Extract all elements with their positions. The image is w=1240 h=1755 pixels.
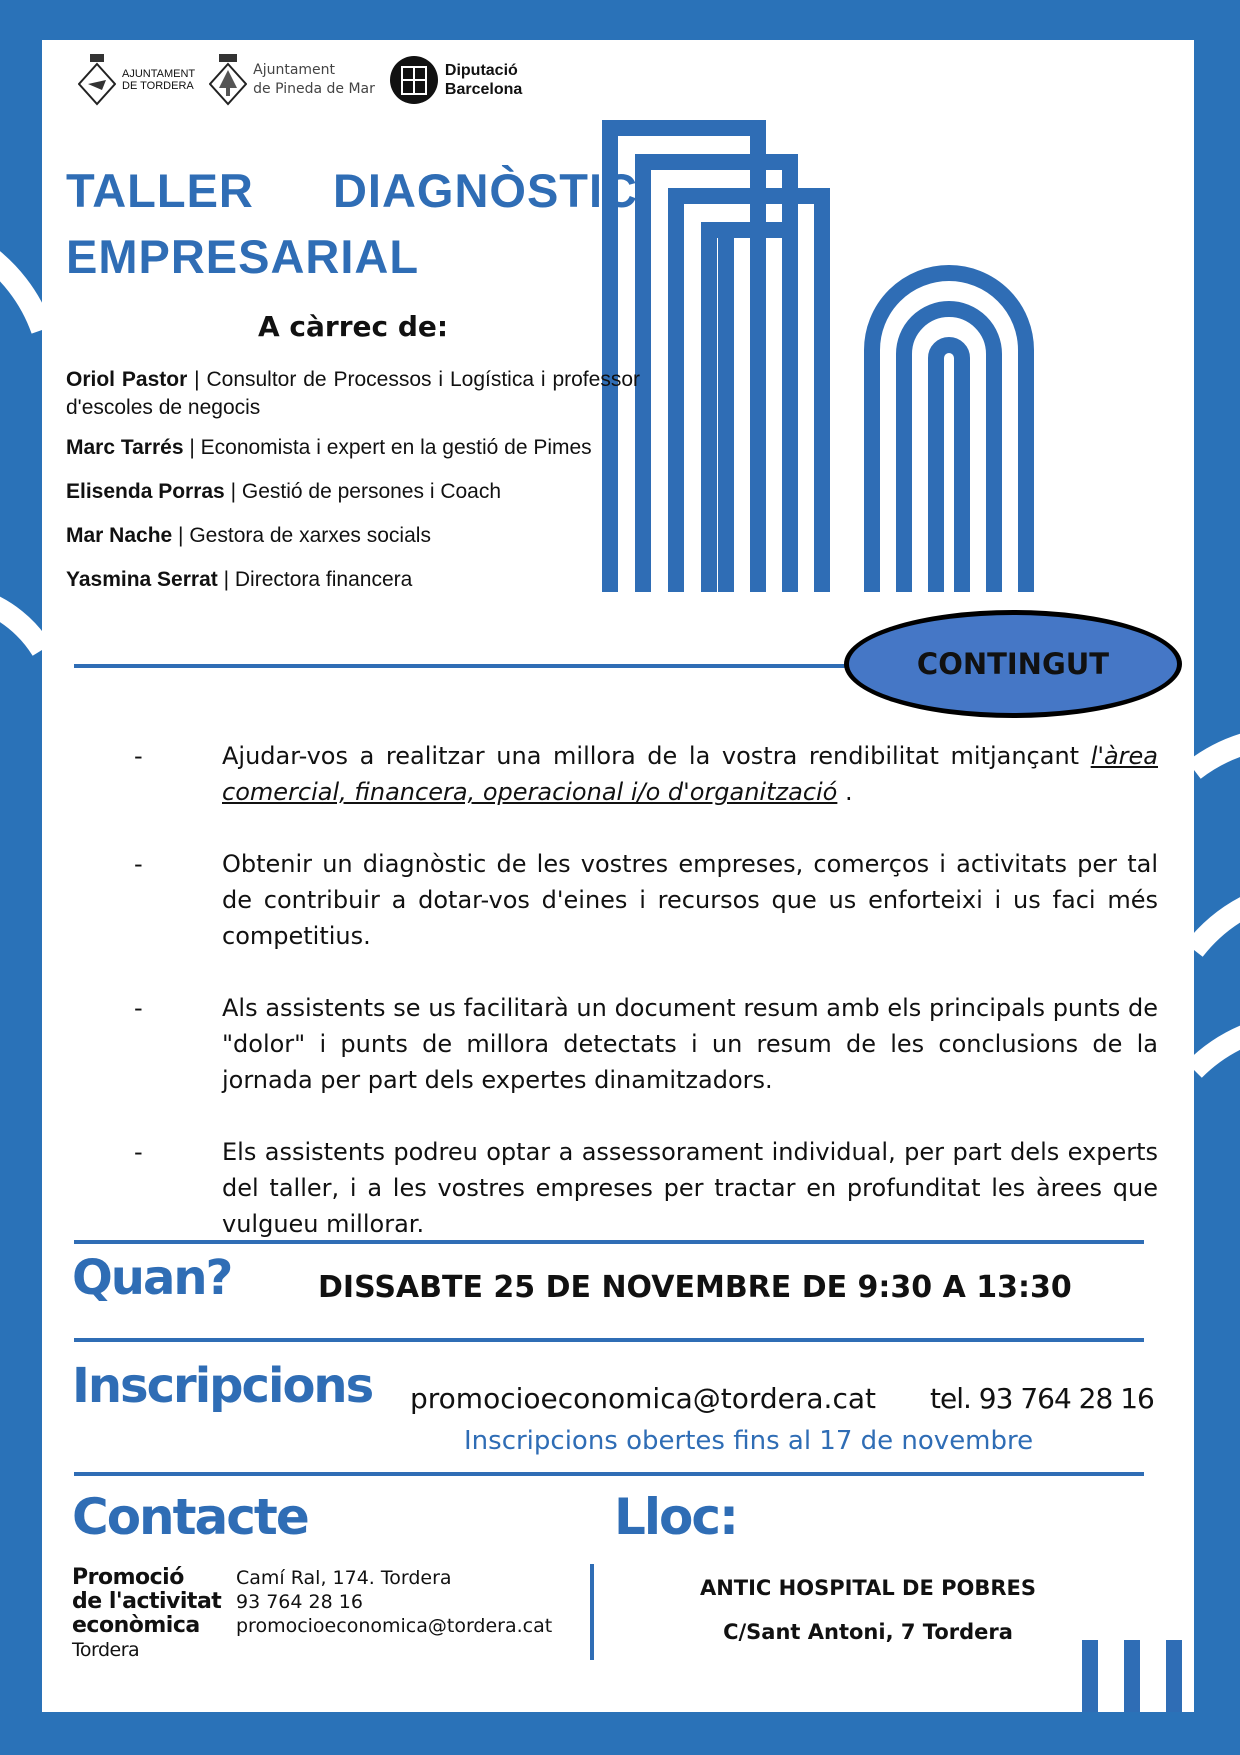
place-name: ANTIC HOSPITAL DE POBRES	[699, 1576, 1037, 1600]
bullet-text: Ajudar-vos a realitzar una millora de la vostra rendibilitat mitjançant	[222, 742, 1091, 770]
pineda-line2: de Pineda de Mar	[253, 81, 375, 97]
logo-pineda	[209, 54, 375, 106]
speaker-item	[66, 478, 640, 506]
speaker-role: | Economista i expert en la gestió de Pimes	[183, 436, 592, 459]
speaker-item	[66, 566, 640, 594]
bullet-item	[128, 738, 1158, 810]
place-details	[638, 1576, 1098, 1644]
speaker-role: | Gestió de persones i Coach	[224, 480, 502, 503]
contact-email[interactable]: promocioeconomica@tordera.cat	[236, 1615, 553, 1637]
tordera-line2: DE TORDERA	[122, 80, 194, 92]
contact-org-line: de l'activitat	[72, 1589, 222, 1614]
contact-details	[236, 1566, 552, 1638]
bullet-end: .	[837, 778, 853, 806]
when-value: DISSABTE 25 DE NOVEMBRE DE 9:30 A 13:30	[318, 1270, 1072, 1305]
bullet-dash: -	[134, 1138, 143, 1166]
page-title	[66, 158, 638, 290]
bullet-text: Obtenir un diagnòstic de les vostres empreses, comerços i activitats per tal de contribuir a dotar-vos d'eines i recursos que us enforteixi i us faci més competitius.	[222, 850, 1158, 950]
registration-note: Inscripcions obertes fins al 17 de novembre	[464, 1426, 1034, 1456]
contact-place-separator	[590, 1564, 594, 1660]
speakers-list	[66, 366, 640, 610]
divider-content	[74, 664, 874, 668]
contact-org-line: econòmica	[72, 1613, 200, 1638]
speaker-item	[66, 366, 640, 422]
speaker-name: Elisenda Porras	[66, 480, 225, 503]
bullet-text: Als assistents se us facilitarà un document resum amb els principals punts de "dolor" i punts de millora detectats i un resum de les conclusions de la jornada per part dels expertes dinamitzadors.	[222, 994, 1158, 1094]
title-word-taller: TALLER	[66, 164, 254, 217]
speakers-heading: A càrrec de:	[258, 310, 449, 343]
content-badge: CONTINGUT	[844, 610, 1182, 718]
bullet-item	[128, 990, 1158, 1098]
speaker-item	[66, 434, 640, 462]
bullet-text: Els assistents podreu optar a assessorament individual, per part dels experts del taller, i a les vostres empreses per tractar en profunditat les àrees que vulgueu millorar.	[222, 1138, 1158, 1238]
tordera-crest-icon	[78, 54, 116, 106]
logo-tordera	[78, 54, 195, 106]
logo-diputacio	[389, 55, 522, 105]
bullet-dash: -	[134, 850, 143, 878]
contact-org-line: Tordera	[72, 1639, 140, 1661]
contact-org-line: Promoció	[72, 1565, 184, 1590]
bullet-dash: -	[134, 742, 143, 770]
divider-when	[74, 1240, 1144, 1244]
pineda-line1: Ajuntament	[253, 62, 336, 78]
title-word-diagnostic: DIAGNÒSTIC	[332, 164, 638, 217]
content-bullets	[128, 738, 1158, 1278]
speaker-role: | Directora financera	[217, 568, 413, 591]
contact-address: Camí Ral, 174. Tordera	[236, 1567, 452, 1589]
speaker-role: | Gestora de xarxes socials	[172, 524, 431, 547]
poster-sheet	[42, 40, 1194, 1712]
diputacio-line1: Diputació	[444, 62, 518, 79]
bullet-item	[128, 846, 1158, 954]
contact-label: Contacte	[72, 1488, 308, 1546]
registration-email[interactable]: promocioeconomica@tordera.cat	[410, 1382, 876, 1415]
bullet-dash: -	[134, 994, 143, 1022]
building-graphic	[590, 80, 1194, 600]
diputacio-seal-icon	[389, 55, 439, 105]
pineda-crest-icon	[209, 54, 247, 106]
place-address: C/Sant Antoni, 7 Tordera	[723, 1620, 1013, 1644]
title-word-empresarial: EMPRESARIAL	[66, 230, 420, 283]
bottom-graphic	[1072, 1640, 1194, 1712]
speaker-role: | Consultor de Processos i Logística i professor d'escoles de negocis	[66, 368, 640, 419]
bullet-emphasis: l'àrea comercial, financera, operacional i/o d'organització	[222, 742, 1158, 806]
bullet-item	[128, 1134, 1158, 1242]
speaker-item	[66, 522, 640, 550]
diputacio-line2: Barcelona	[444, 81, 523, 98]
speaker-name: Marc Tarrés	[66, 436, 184, 459]
speaker-name: Mar Nache	[66, 524, 173, 547]
contact-phone: 93 764 28 16	[236, 1591, 363, 1613]
contact-org	[72, 1566, 221, 1662]
divider-registration	[74, 1338, 1144, 1342]
tordera-line1: AJUNTAMENT	[122, 68, 196, 80]
registration-label: Inscripcions	[72, 1358, 373, 1414]
speaker-name: Yasmina Serrat	[66, 568, 218, 591]
place-label: Lloc:	[614, 1488, 737, 1546]
when-label: Quan?	[72, 1250, 232, 1306]
registration-phone: tel. 93 764 28 16	[930, 1382, 1154, 1415]
speaker-name: Oriol Pastor	[66, 368, 188, 391]
logo-row	[78, 54, 522, 106]
divider-contact	[74, 1472, 1144, 1476]
